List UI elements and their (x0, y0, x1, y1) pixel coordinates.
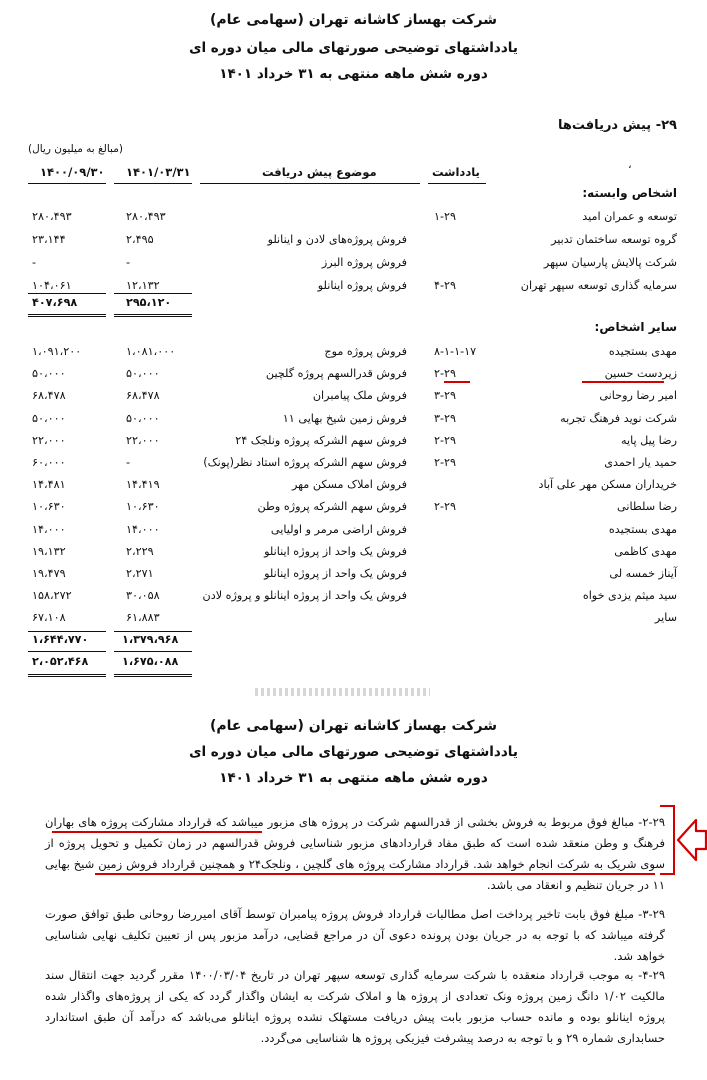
related-row-0-note: ۱-۲۹ (434, 210, 457, 223)
company-title: شرکت بهساز کاشانه تهران (سهامی عام) (210, 12, 497, 28)
others-total-line-curr (114, 631, 192, 632)
related-row-1-name: گروه توسعه ساختمان تدبیر (551, 233, 677, 246)
col-subject: موضوع پیش دریافت (262, 165, 377, 179)
other-row-8-curr: ۱۴،۰۰۰ (126, 522, 160, 536)
other-row-9-subject: فروش یک واحد از پروژه اینانلو (264, 544, 407, 558)
header-underline-subject (200, 183, 420, 184)
other-row-7-name: رضا سلطانی (617, 500, 677, 514)
note-4-29: ۴-۲۹- به موجب قرارداد منعقده با شرکت سرمایه گذاری توسعه سپهر تهران در تاریخ ۱۴۰۰/۰۳/۰۴ مقرر گردید جهت انتقال سند مالکیت ۱/۰۲ دانگ زمین پروژه ونک تعدادی از پروژه ها و املاک شرکت به ایشان واگذار گردد که یکی از پروژه‌های واگذار شده پروژه اینانلو بوده و مانده حساب مزبور بابت پیش دریافت مستهلک نشده پروژه اینانلو می‌باشد که درآمد آن طبق استاندارد حسابداری شماره ۲۹ و با توجه به درصد پیشرفت فیزیکی پروژه ها شناسایی می‌گردد. (45, 968, 665, 1045)
related-total-line-prev (28, 293, 106, 294)
other-row-1-curr: ۵۰،۰۰۰ (126, 367, 160, 381)
related-row-0-curr: ۲۸۰،۴۹۳ (126, 210, 166, 223)
name-underline-mark (582, 381, 664, 383)
grand-line-curr (114, 651, 192, 652)
other-row-1-note: ۲-۲۹ (434, 367, 457, 381)
related-row-2-prev: - (32, 256, 37, 269)
col-curr-date: ۱۴۰۱/۰۳/۳۱ (126, 165, 191, 179)
grand-total-curr: ۱،۶۷۵،۰۸۸ (122, 655, 179, 668)
other-row-6-name: خریداران مسکن مهر علی آباد (538, 478, 677, 492)
other-row-4-prev: ۲۲،۰۰۰ (32, 433, 66, 447)
other-row-8-prev: ۱۴،۰۰۰ (32, 522, 66, 536)
header-underline-curr (114, 183, 192, 184)
related-row-3-curr: ۱۲،۱۳۲ (126, 279, 160, 292)
other-row-5-name: حمید یار احمدی (604, 456, 677, 469)
other-row-1-name: زیردست حسین (604, 367, 677, 381)
related-row-2-name: شرکت پالایش پارسیان سپهر (543, 256, 677, 269)
other-row-5-subject: فروش سهم الشرکه پروژه استاد نظر(پونک) (203, 456, 407, 469)
other-row-9-prev: ۱۹،۱۳۲ (32, 544, 66, 558)
grand-dline-prev (28, 674, 106, 677)
other-row-12-curr: ۶۱،۸۸۳ (126, 611, 160, 625)
other-row-10-subject: فروش یک واحد از پروژه اینانلو (264, 567, 407, 580)
other-row-7-subject: فروش سهم الشرکه پروژه وطن (257, 500, 407, 514)
related-row-2-curr: - (126, 256, 131, 269)
related-row-2-subject: فروش پروژه البرز (321, 256, 407, 269)
other-row-1-prev: ۵۰،۰۰۰ (32, 367, 66, 381)
col-prev-date: ۱۴۰۰/۰۹/۳۰ (40, 165, 105, 179)
other-row-3-note: ۳-۲۹ (434, 411, 457, 425)
other-row-11-prev: ۱۵۸،۲۷۲ (32, 589, 72, 603)
related-row-0-prev: ۲۸۰،۴۹۳ (32, 210, 72, 223)
other-row-0-prev: ۱،۰۹۱،۲۰۰ (32, 345, 82, 358)
other-row-4-name: رضا پیل پایه (620, 433, 677, 447)
related-heading: اشخاص وابسته: (582, 186, 677, 200)
others-total-line-prev (28, 631, 106, 632)
other-row-6-prev: ۱۴،۴۸۱ (32, 478, 66, 492)
report-period-2: دوره شش ماهه منتهی به ۳۱ خرداد ۱۴۰۱ (219, 770, 488, 786)
other-row-10-name: آیناز خمسه لی (609, 567, 677, 580)
company-title-2: شرکت بهساز کاشانه تهران (سهامی عام) (210, 718, 497, 734)
related-total-prev: ۴۰۷،۶۹۸ (32, 296, 78, 309)
para-underline-2 (95, 873, 655, 875)
related-row-3-prev: ۱۰۴،۰۶۱ (32, 279, 72, 292)
other-row-4-note: ۲-۲۹ (434, 433, 457, 447)
other-row-11-subject: فروش یک واحد از پروژه اینانلو و پروژه لادن (202, 589, 407, 603)
related-total-line-curr (114, 293, 192, 294)
related-row-1-curr: ۲،۴۹۵ (126, 233, 154, 246)
other-row-2-subject: فروش ملک پیامبران (312, 389, 407, 403)
report-subtitle-2: یادداشتهای توضیحی صورتهای مالی میان دوره ای (189, 744, 518, 760)
other-row-1-subject: فروش قدرالسهم پروژه گلچین (265, 367, 407, 381)
other-row-0-name: مهدی بستجیده (608, 345, 677, 358)
other-row-11-name: سید میثم یزدی خواه (582, 589, 677, 603)
stray-mark: ، (628, 158, 632, 171)
header-underline-prev (28, 183, 106, 184)
other-row-5-note: ۲-۲۹ (434, 456, 457, 469)
other-row-10-prev: ۱۹،۴۷۹ (32, 567, 66, 580)
other-row-0-subject: فروش پروژه موج (324, 345, 407, 358)
other-row-0-curr: ۱،۰۸۱،۰۰۰ (126, 345, 176, 358)
note-underline-mark (444, 381, 470, 383)
related-row-3-name: سرمایه گذاری توسعه سپهر تهران (520, 279, 677, 292)
other-row-5-curr: - (126, 456, 131, 469)
related-row-1-subject: فروش پروژه‌های لادن و اینانلو (267, 233, 407, 246)
other-row-9-curr: ۲،۲۲۹ (126, 544, 154, 558)
related-dline-prev (28, 314, 106, 317)
other-row-10-curr: ۲،۲۷۱ (126, 567, 154, 580)
related-dline-curr (114, 314, 192, 317)
note-3-29: ۳-۲۹- مبلغ فوق بابت تاخیر پرداخت اصل مطالبات قرارداد فروش پروژه پیامبران توسط آقای امیررضا روحانی طبق توافق صورت گرفته میباشد که با توجه به در جریان بودن پرونده دعوی آن در مراجع قضایی، درآمد مزبور پس از تعیین تکلیف نهایی شناسایی خواهد شد. (45, 907, 665, 963)
other-row-2-prev: ۶۸،۴۷۸ (32, 389, 66, 403)
other-row-4-curr: ۲۲،۰۰۰ (126, 433, 160, 447)
related-row-3-subject: فروش پروژه اینانلو (317, 279, 407, 292)
other-row-7-curr: ۱۰،۶۳۰ (126, 500, 160, 514)
other-row-7-prev: ۱۰،۶۳۰ (32, 500, 66, 514)
red-arrow-icon (652, 800, 707, 880)
other-row-2-name: امیر رضا روحانی (599, 389, 677, 403)
other-row-12-name: سایر (654, 611, 677, 625)
other-row-8-subject: فروش اراضی مرمر و اولیایی (270, 522, 407, 536)
other-row-0-note: ۸-۱-۱-۱۷ (434, 345, 477, 358)
report-period: دوره شش ماهه منتهی به ۳۱ خرداد ۱۴۰۱ (219, 66, 488, 82)
report-subtitle: یادداشتهای توضیحی صورتهای مالی میان دوره ای (189, 40, 518, 56)
other-row-7-note: ۲-۲۹ (434, 500, 457, 514)
related-row-1-prev: ۲۳،۱۴۴ (32, 233, 66, 246)
other-row-5-prev: ۶۰،۰۰۰ (32, 456, 66, 469)
other-row-3-name: شرکت نوید فرهنگ تجربه (560, 411, 677, 425)
other-row-3-curr: ۵۰،۰۰۰ (126, 411, 160, 425)
unit-note: (مبالغ به میلیون ریال) (28, 143, 123, 155)
grand-dline-curr (114, 674, 192, 677)
other-row-6-subject: فروش املاک مسکن مهر (291, 478, 407, 492)
other-row-9-name: مهدی کاظمی (614, 544, 677, 558)
para-underline-1 (52, 831, 262, 833)
related-total-curr: ۲۹۵،۱۲۰ (126, 296, 172, 309)
grand-line-prev (28, 651, 106, 652)
others-total-curr: ۱،۳۷۹،۹۶۸ (122, 633, 179, 646)
grand-total-prev: ۲،۰۵۲،۴۶۸ (32, 655, 89, 668)
section-title: ۲۹- پیش دریافت‌ها (558, 118, 677, 133)
other-row-2-note: ۳-۲۹ (434, 389, 457, 403)
others-heading: سایر اشخاص: (594, 320, 677, 334)
related-row-3-note: ۴-۲۹ (434, 279, 457, 292)
header-underline-note (428, 183, 486, 184)
other-row-4-subject: فروش سهم الشرکه پروژه ونلجک ۲۴ (235, 433, 407, 447)
note-2-29: ۲-۲۹- مبالغ فوق مربوط به فروش بخشی از قدرالسهم شرکت در پروژه های مزبور میباشد که قرارداد مشارکت پروژه های بهاران فرهنگ و وطن منعقد شده است که طبق مفاد قراردادهای مزبور شناسایی فروش قدرالسهم در زمان تکمیل و تحویل پروژه از سوی شریک به شرکت انجام خواهد شد. قرارداد مشارکت پروژه های گلچین ، ونلجک۲۴ و همچنین قرارداد فروش زمین شیخ بهایی ۱۱ در جریان تنظیم و انعقاد می باشد. (45, 815, 665, 892)
other-row-6-curr: ۱۴،۴۱۹ (126, 478, 160, 492)
other-row-3-prev: ۵۰،۰۰۰ (32, 411, 66, 425)
other-row-12-prev: ۶۷،۱۰۸ (32, 611, 66, 625)
scan-smudge (255, 688, 430, 696)
other-row-2-curr: ۶۸،۴۷۸ (126, 389, 160, 403)
other-row-3-subject: فروش زمین شیخ بهایی ۱۱ (282, 411, 407, 425)
col-note: یادداشت (432, 165, 480, 179)
others-total-prev: ۱،۶۴۴،۷۷۰ (32, 633, 89, 646)
other-row-8-name: مهدی بستجیده (608, 522, 677, 536)
related-row-0-name: توسعه و عمران امید (582, 210, 677, 223)
other-row-11-curr: ۳۰،۰۵۸ (126, 589, 160, 603)
